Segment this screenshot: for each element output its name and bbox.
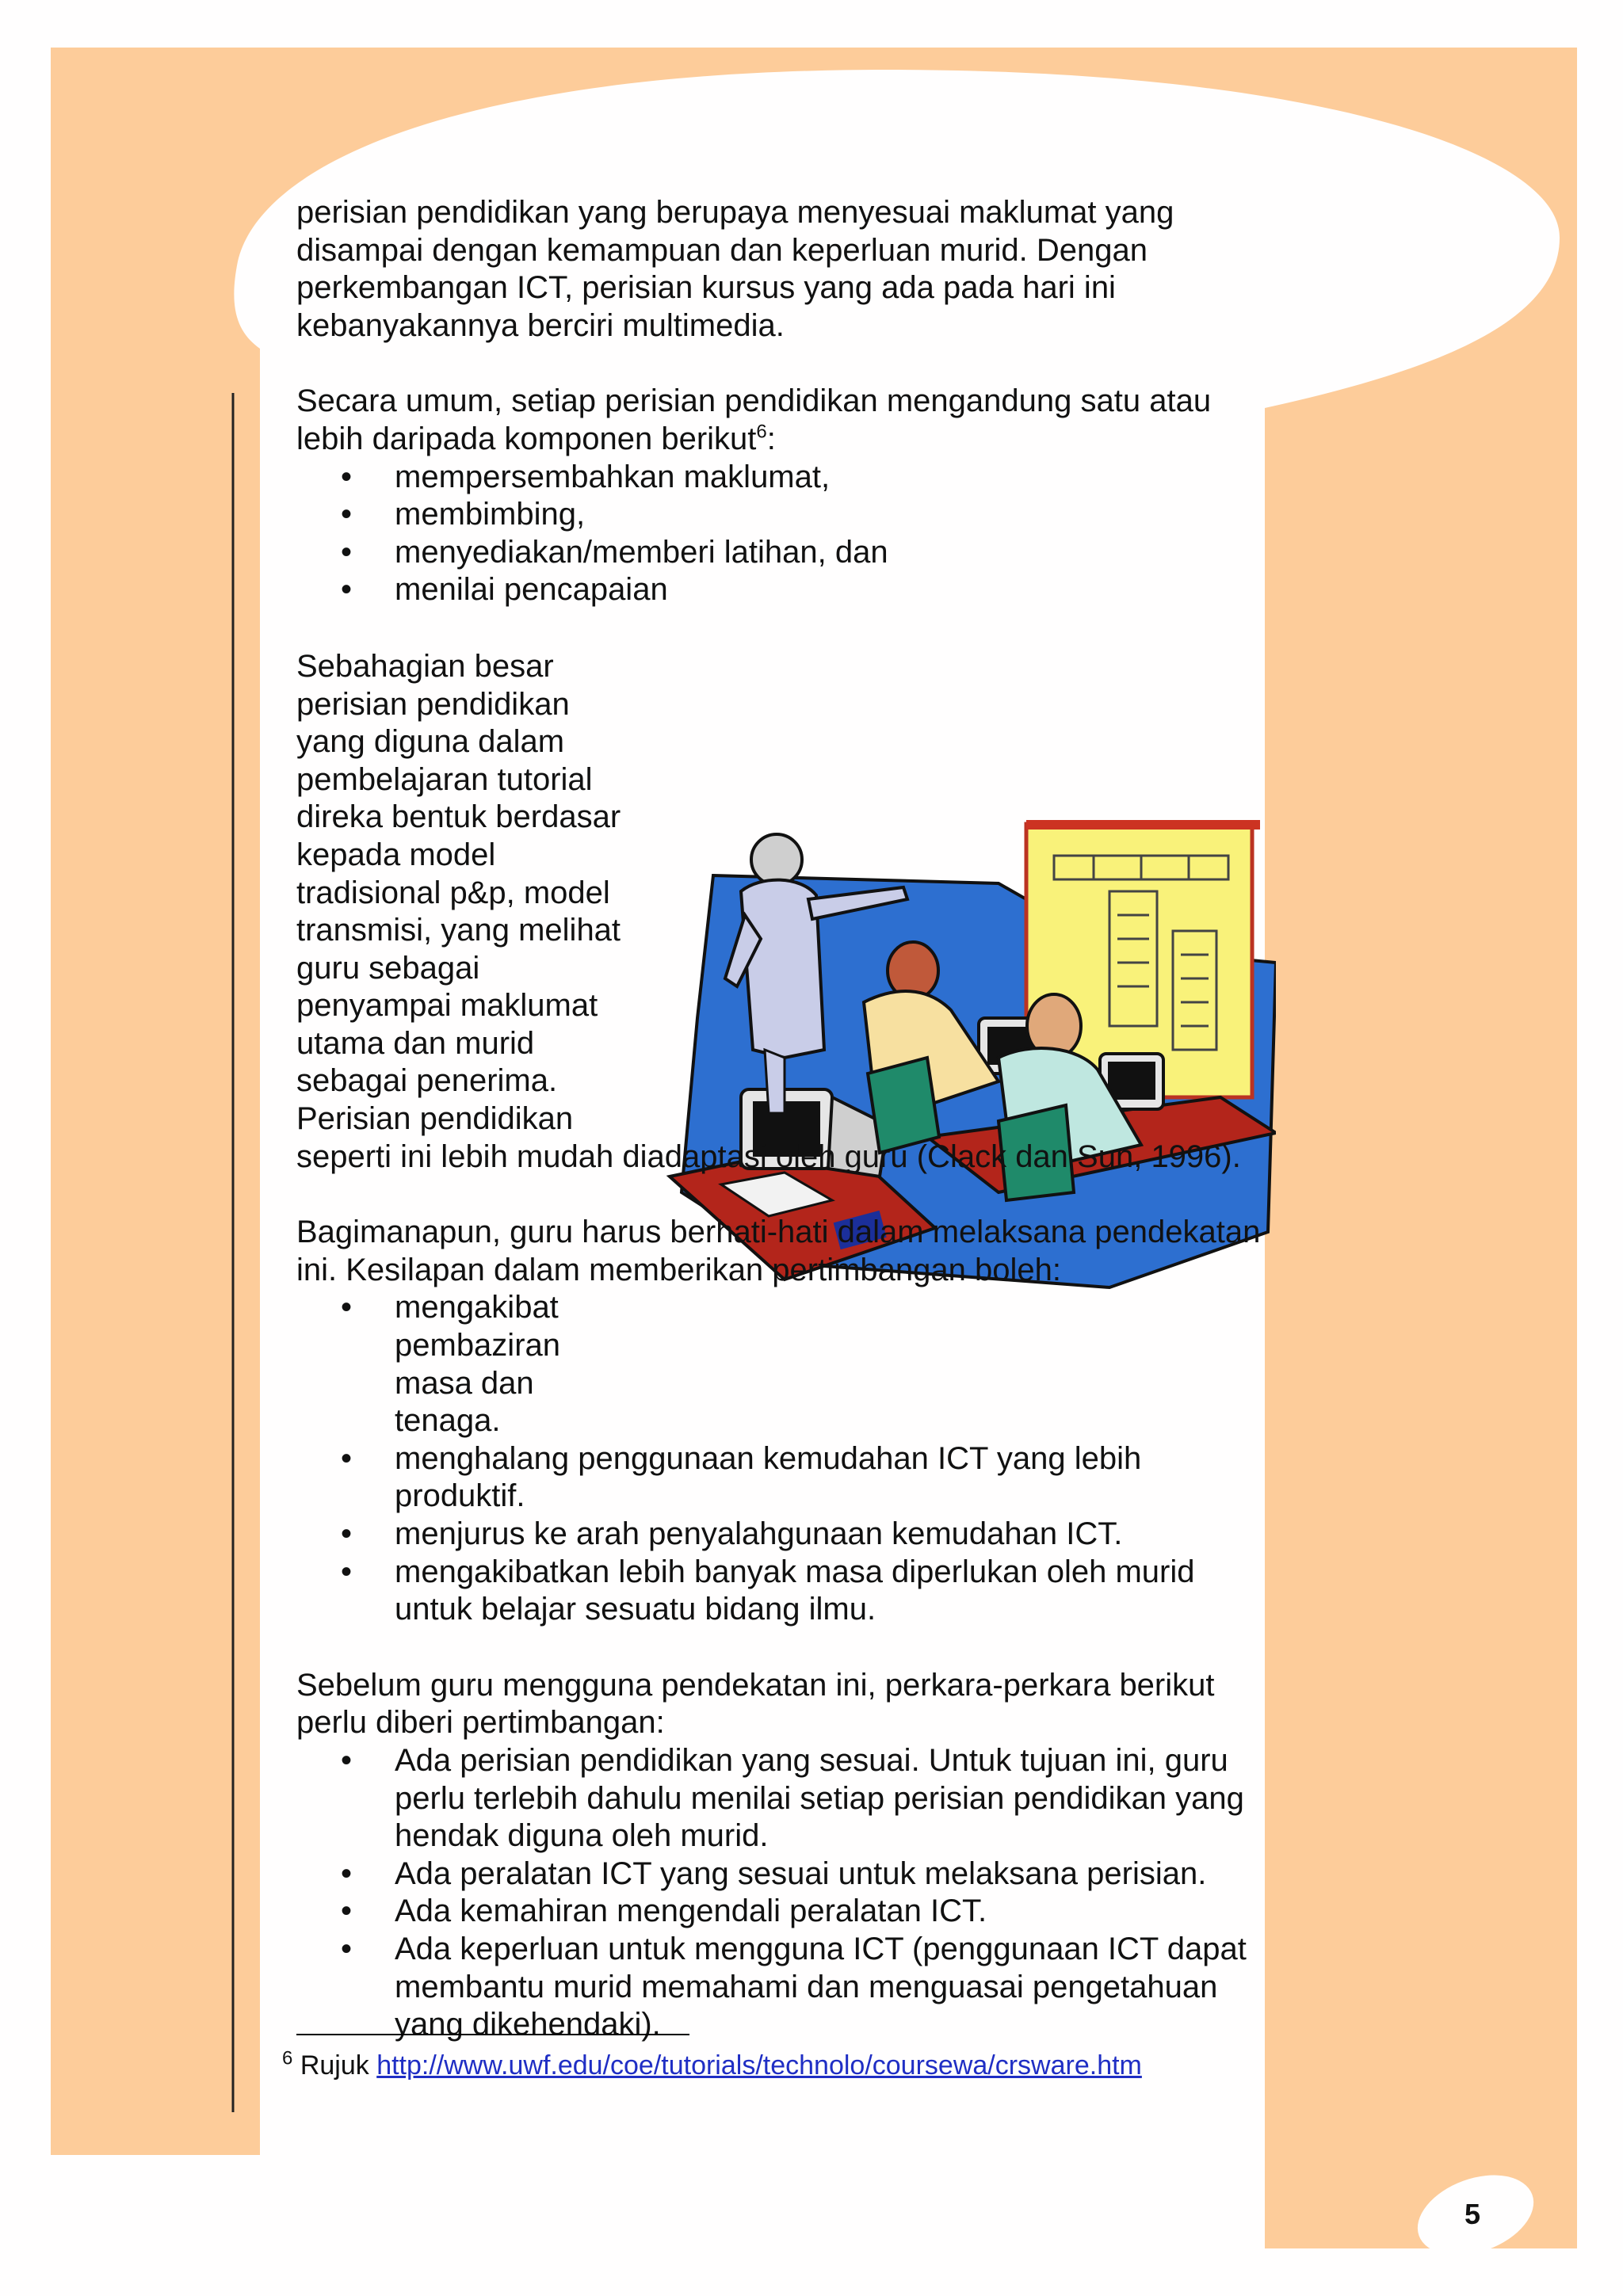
list-item: • membimbing,: [296, 496, 1279, 534]
footnote-reference: 6: [756, 421, 767, 443]
footnote-separator: [296, 2034, 689, 2035]
paragraph-caution: Bagimanapun, guru harus berhati-hati dalam melaksana pendekatan ini. Kesilapan dalam memberikan pertimbangan boleh:: [296, 1215, 1261, 1287]
list-item: • Ada keperluan untuk mengguna ICT (penggunaan ICT dapat membantu murid memahami dan menguasai pengetahuan yang dikehendaki).: [296, 1931, 1279, 2044]
list-item: • Ada perisian pendidikan yang sesuai. Untuk tujuan ini, guru perlu terlebih dahulu menilai setiap perisian pendidikan yang hendak diguna oleh murid.: [296, 1742, 1279, 1855]
page-number: 5: [1464, 2198, 1481, 2230]
footnote-link[interactable]: http://www.uwf.edu/coe/tutorials/technolo/coursewa/crsware.htm: [376, 2050, 1142, 2081]
list-item: • menilai pencapaian: [296, 571, 1279, 609]
list-item: • mengakibat pembaziran masa dan tenaga.: [296, 1289, 545, 1440]
footnote-label: Rujuk: [300, 2050, 369, 2081]
footnote: [282, 2047, 1142, 2081]
list-item: • Ada peralatan ICT yang sesuai untuk melaksana perisian.: [296, 1855, 1279, 1894]
components-intro-text: Secara umum, setiap perisian pendidikan mengandung satu atau lebih daripada komponen berikut: [296, 383, 1212, 456]
components-intro-colon: :: [766, 421, 776, 456]
illustration-placeholder: [624, 651, 1251, 1127]
consequences-list: [296, 1289, 1279, 1628]
paragraph-tutorial-model: [296, 648, 1279, 1176]
paragraph-considerations: Sebelum guru mengguna pendekatan ini, perkara-perkara berikut perlu diberi pertimbangan:: [296, 1667, 1215, 1741]
footnote-number: 6: [282, 2047, 293, 2069]
paragraph-intro: perisian pendidikan yang berupaya menyesuai maklumat yang disampai dengan kemampuan dan keperluan murid. Dengan perkembangan ICT, perisian kursus yang ada pada hari ini kebanyakannya berciri multimedia.: [296, 195, 1174, 343]
list-item: • menyediakan/memberi latihan, dan: [296, 534, 1279, 572]
list-item: • menghalang penggunaan kemudahan ICT yang lebih produktif.: [296, 1440, 1279, 1516]
list-item: • Ada kemahiran mengendali peralatan ICT.: [296, 1893, 1279, 1931]
main-content: [296, 194, 1279, 2044]
considerations-list: [296, 1742, 1279, 2044]
paragraph-components-intro: [296, 383, 1279, 458]
components-list: [296, 459, 1279, 609]
tutorial-model-text: Sebahagian besar perisian pendidikan yang diguna dalam pembelajaran tutorial direka bentuk berdasar kepada model tradisional p&p, model transmisi, yang melihat guru sebagai penyampai maklumat utama dan murid sebagai penerima. Perisian pendidikan seperti ini lebih mudah diadaptasi oleh guru (Clack dan Sun, 1996).: [296, 648, 1241, 1174]
list-item: • mengakibatkan lebih banyak masa diperlukan oleh murid untuk belajar sesuatu bidang ilmu.: [296, 1554, 1279, 1629]
list-item: • menjurus ke arah penyalahgunaan kemudahan ICT.: [296, 1516, 1279, 1554]
list-item: • mempersembahkan maklumat,: [296, 459, 1279, 497]
